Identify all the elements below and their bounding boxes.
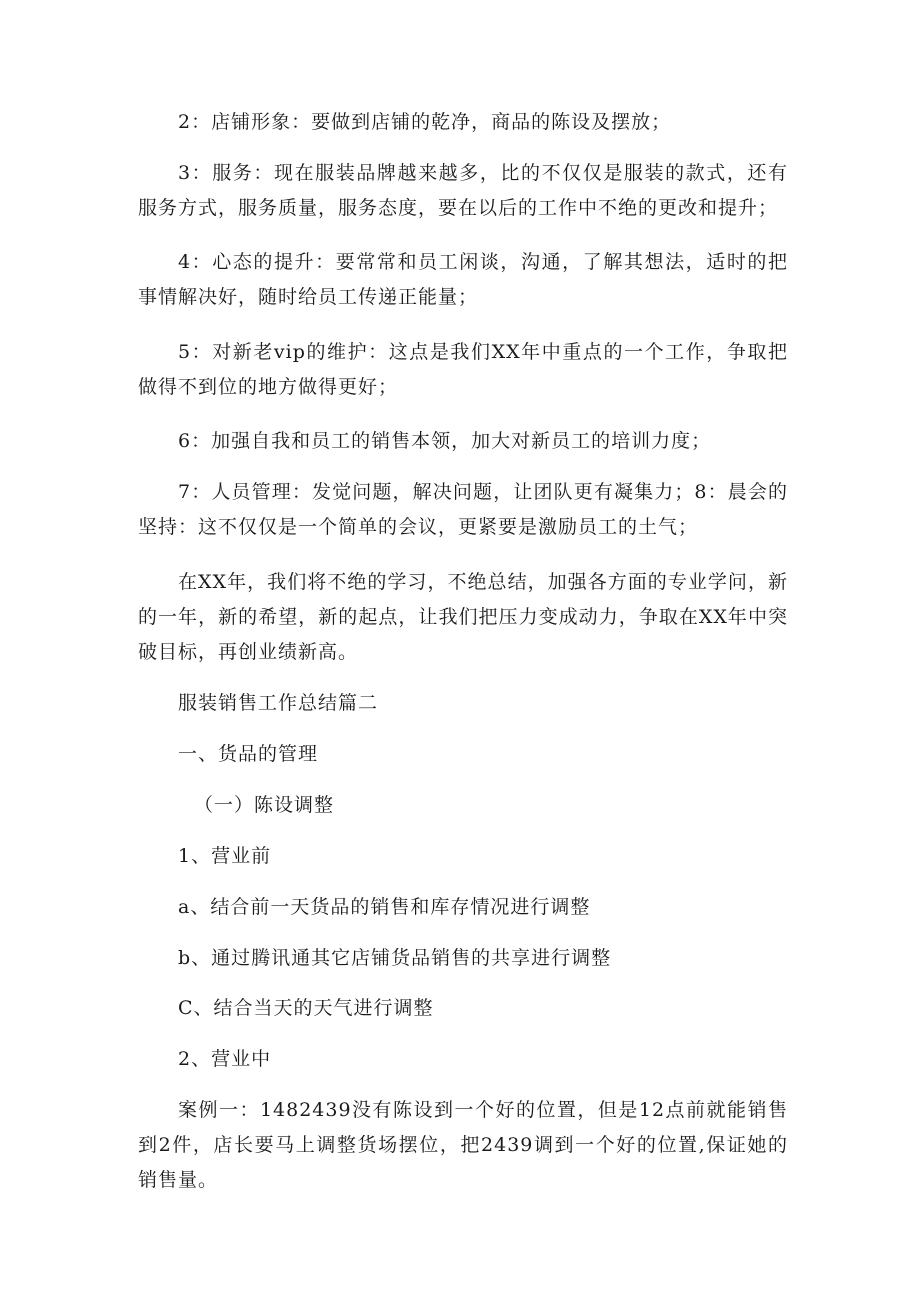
item-c: C、结合当天的天气进行调整 [178, 997, 434, 1019]
paragraph-sales-skills: 6：加强自我和员工的销售本领，加大对新员工的培训力度； [178, 430, 712, 452]
subheading-display-adjustment: （一）陈设调整 [194, 794, 335, 816]
item-before-business: 1、营业前 [178, 845, 272, 867]
item-during-business: 2、营业中 [178, 1048, 272, 1070]
item-a: a、结合前一天货品的销售和库存情况进行调整 [178, 896, 591, 918]
item-b: b、通过腾讯通其它店铺货品销售的共享进行调整 [178, 947, 612, 969]
paragraph-case-one: 案例一：1482439没有陈设到一个好的位置，但是12点前就能销售到2件，店长要马上调整货场摆位，把2439调到一个好的位置,保证她的销售量。 [138, 1099, 788, 1191]
paragraph-year-outlook: 在XX年，我们将不绝的学习，不绝总结，加强各方面的专业学问，新的一年，新的希望，新的起点，让我们把压力变成动力，争取在XX年中突破目标，再创业绩新高。 [138, 571, 788, 663]
paragraph-vip-maintenance: 5：对新老vip的维护：这点是我们XX年中重点的一个工作，争取把做得不到位的地方做得更好； [138, 341, 788, 398]
heading-goods-management: 一、货品的管理 [178, 743, 319, 765]
paragraph-mindset: 4：心态的提升：要常常和员工闲谈，沟通，了解其想法，适时的把事情解决好，随时给员工传递正能量； [138, 251, 788, 308]
paragraph-staff-management: 7：人员管理：发觉问题，解决问题，让团队更有凝集力；8：晨会的坚持：这不仅仅是一个简单的会议，更紧要是激励员工的土气； [138, 481, 788, 538]
paragraph-service: 3：服务：现在服装品牌越来越多，比的不仅仅是服装的款式，还有服务方式，服务质量，服务态度，要在以后的工作中不绝的更改和提升； [138, 162, 788, 219]
paragraph-store-image: 2：店铺形象：要做到店铺的乾净，商品的陈设及摆放； [178, 111, 672, 133]
section-title: 服装销售工作总结篇二 [178, 692, 379, 714]
